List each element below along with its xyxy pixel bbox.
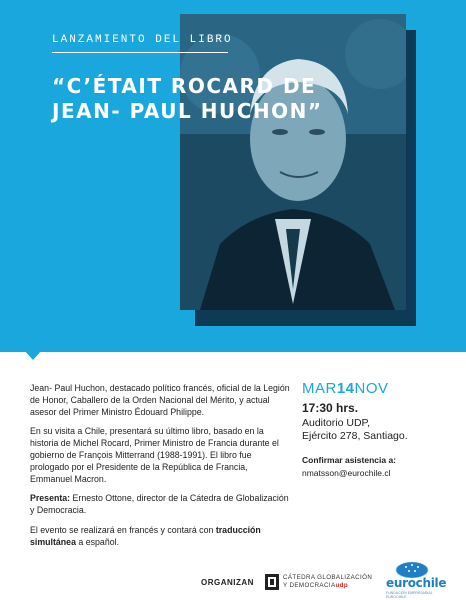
catedra-wordmark xyxy=(283,574,372,590)
event-details xyxy=(302,380,462,478)
venue-line-1: Auditorio UDP, xyxy=(302,417,371,429)
translation-text-bold: traducción simultánea xyxy=(30,524,261,547)
event-time: 17:30 hrs. xyxy=(302,401,359,415)
book-title-line-1: “C’ÉTAIT ROCARD DE xyxy=(52,74,317,98)
organizers-label: ORGANIZAN xyxy=(201,578,254,587)
translation-paragraph xyxy=(30,525,290,549)
udp-wordmark: udp xyxy=(335,582,349,589)
translation-text-pre: El evento se realizará en francés y contará con xyxy=(30,524,216,535)
label-underline xyxy=(52,52,228,53)
event-day-name: MAR xyxy=(302,380,337,397)
eurochile-logo xyxy=(386,560,448,599)
translation-text-post: a español. xyxy=(75,536,120,547)
eurochile-tagline: FUNDACIÓN EMPRESARIAL EUROCHILE xyxy=(386,591,433,599)
eurochile-wordmark: eurochile xyxy=(386,576,447,590)
event-venue xyxy=(302,417,462,443)
description-paragraph-2: En su visita a Chile, presentará su último libro, basado en la historia de Michel Rocard, Primer Ministro de Francia durante el gobierno de François Mitterrand (1988-1991). El libro fue prologado por el Presidente de la República de Francia, Emmanuel Macron. xyxy=(30,426,279,484)
portrait-illustration xyxy=(180,14,406,310)
presenter-label: Presenta: xyxy=(30,493,71,504)
banner-pointer xyxy=(24,350,42,360)
event-month: NOV xyxy=(354,380,389,397)
description-paragraph-1: Jean- Paul Huchon, destacado político francés, oficial de la Legión de Honor, Caballero de la Orden Nacional del Mérito, y actual asesor del Primer Ministro Édouard Philippe. xyxy=(30,383,290,417)
catedra-emblem-icon xyxy=(265,574,279,590)
catedra-line-2-text: Y DEMOCRACIA xyxy=(283,582,336,589)
event-date xyxy=(302,380,462,397)
catedra-line-2 xyxy=(283,582,372,590)
catedra-logo xyxy=(265,574,372,590)
presenter-text: Ernesto Ottone, director de la Cátedra de Globalización y Democracia. xyxy=(30,493,289,516)
rsvp-email[interactable]: nmatsson@eurochile.cl xyxy=(302,468,391,478)
rsvp-label: Confirmar asistencia a: xyxy=(302,455,397,465)
event-day-number: 14 xyxy=(336,380,355,397)
book-title xyxy=(52,74,352,124)
event-description xyxy=(30,383,290,557)
venue-line-2: Ejército 278, Santiago. xyxy=(302,430,408,442)
portrait-photo xyxy=(180,14,406,310)
event-label: LANZAMIENTO DEL LIBRO xyxy=(52,34,233,46)
presenter-paragraph xyxy=(30,493,290,517)
book-title-line-2: JEAN- PAUL HUCHON” xyxy=(52,99,323,123)
catedra-line-1: CÁTEDRA GLOBALIZACIÓN xyxy=(283,574,373,581)
